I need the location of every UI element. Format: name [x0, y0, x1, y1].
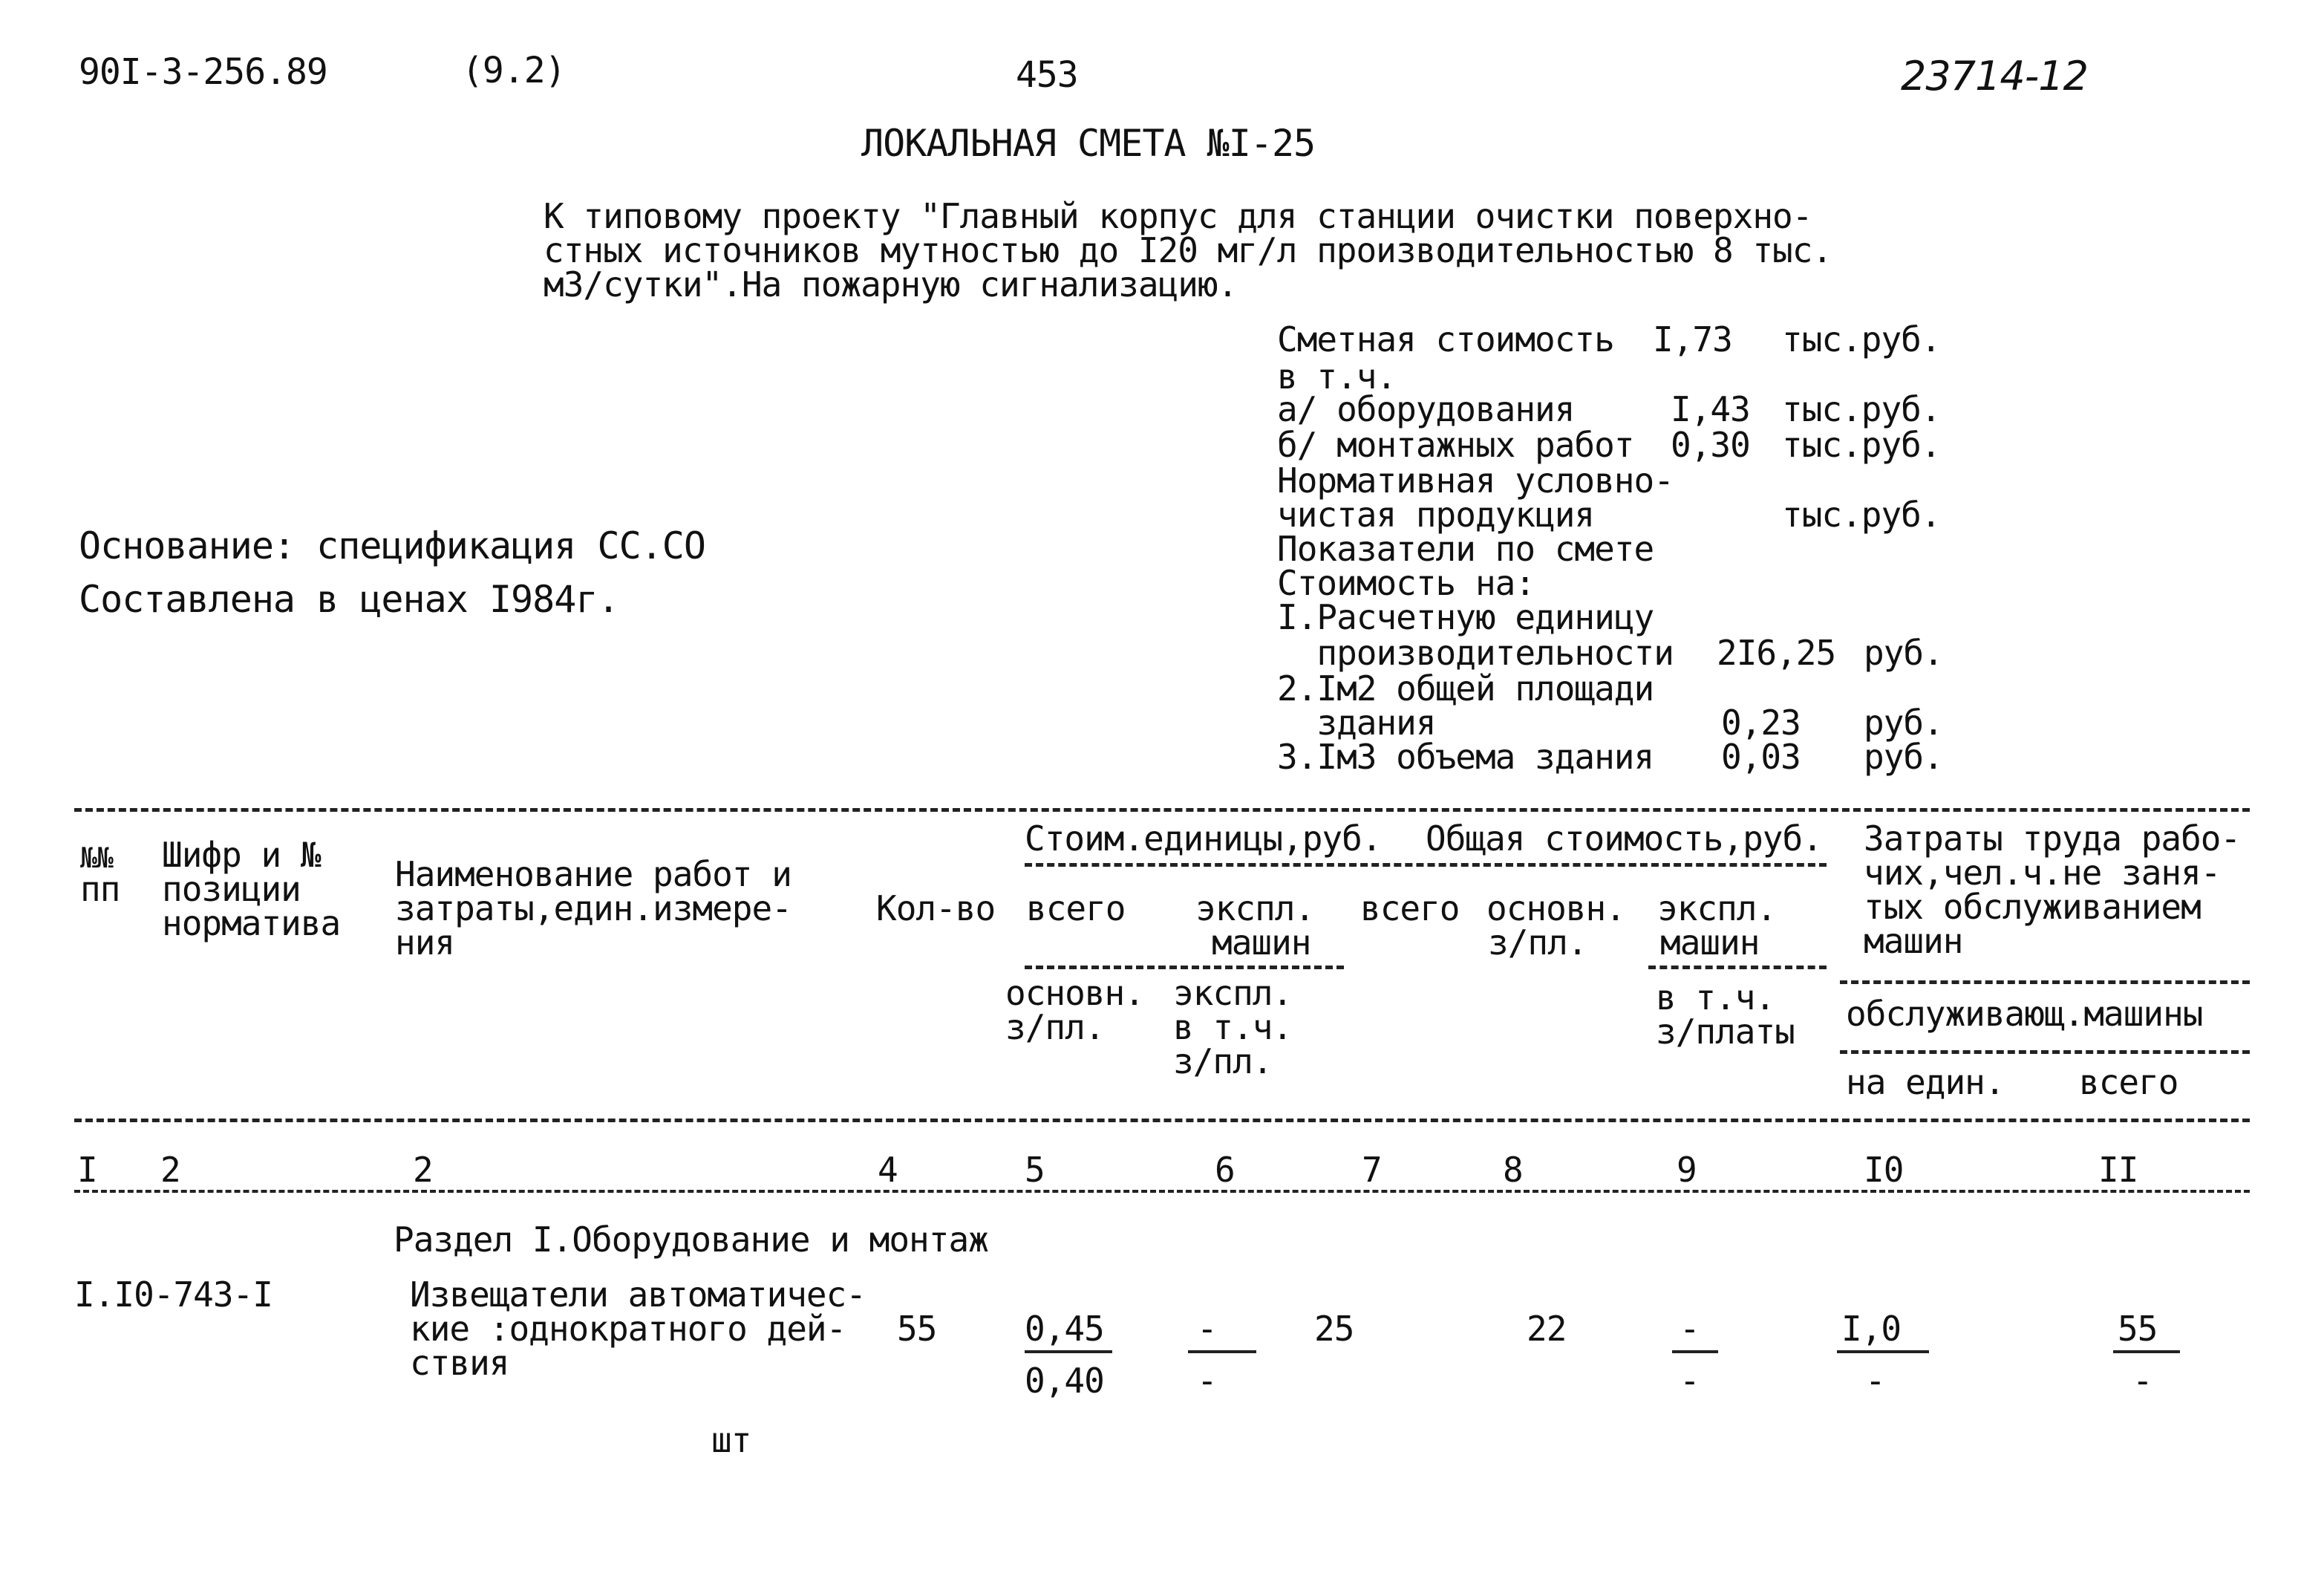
- col-number: II: [2098, 1150, 2138, 1190]
- summary-label: а/ оборудования: [1277, 389, 1575, 429]
- col-number: 5: [1025, 1150, 1045, 1190]
- fraction-line: [2113, 1350, 2180, 1353]
- intro-line-3: м3/сутки".На пожарную сигнализацию.: [544, 264, 1238, 305]
- row-total: 25: [1314, 1309, 1354, 1349]
- total-base-wage-header: основн.: [1486, 888, 1625, 928]
- summary-label: в т.ч.: [1277, 357, 1397, 397]
- group-labor-header: тых обслуживанием: [1864, 887, 2201, 927]
- fraction-line: [1837, 1350, 1929, 1353]
- summary-label: I.Расчетную единицу: [1277, 597, 1654, 637]
- unit-machine-header: экспл.: [1195, 888, 1315, 928]
- col-number: I0: [1864, 1150, 1904, 1190]
- summary-value: I,43: [1671, 389, 1750, 429]
- summary-label: б/ монтажных работ: [1277, 425, 1634, 465]
- col-number: 6: [1215, 1150, 1235, 1190]
- col-name-header: затраты,един.измере-: [395, 888, 791, 928]
- total-all-header: всего: [1360, 888, 1460, 928]
- group-total-cost-header: Общая стоимость,руб.: [1426, 818, 1822, 859]
- col-code-header: норматива: [162, 903, 341, 943]
- unit-base-wage-header: з/пл.: [1005, 1007, 1105, 1047]
- unit-total-header: всего: [1026, 888, 1126, 928]
- sub-rule: [1648, 966, 1827, 969]
- labor-per-unit-header: на един.: [1846, 1062, 2005, 1102]
- col-number: 4: [878, 1150, 898, 1190]
- col-num-header: №№: [80, 841, 113, 874]
- sheet-reference: (9.2): [462, 50, 566, 91]
- total-machine-header: экспл.: [1657, 888, 1777, 928]
- col-name-header: Наименование работ и: [395, 854, 791, 894]
- col-number: 7: [1362, 1150, 1382, 1190]
- summary-value: 0,23: [1721, 703, 1801, 743]
- labor-total-header: всего: [2079, 1062, 2178, 1102]
- col-number: 2: [413, 1150, 433, 1190]
- summary-label: 3.Iм3 объема здания: [1277, 737, 1654, 777]
- total-machine-wage-header: в т.ч.: [1656, 977, 1775, 1018]
- row-total-machine-wage: -: [1680, 1361, 1700, 1401]
- col-number-rule: [74, 1190, 2250, 1193]
- col-code-header: Шифр и №: [162, 835, 321, 875]
- col-name-header: ния: [395, 922, 455, 963]
- row-unit-machine-wage: -: [1197, 1361, 1217, 1401]
- row-unit-base-wage: 0,40: [1025, 1361, 1104, 1401]
- prices-year-text: Составлена в ценах I984г.: [79, 578, 619, 621]
- intro-line-1: К типовому проекту "Главный корпус для станции очистки поверхно-: [544, 196, 1812, 236]
- group-unit-cost-header: Стоим.единицы,руб.: [1025, 818, 1382, 859]
- document-title: ЛОКАЛЬНАЯ СМЕТА №I-25: [861, 122, 1316, 165]
- row-name: кие :однократного дей-: [410, 1309, 846, 1349]
- row-total-machine: -: [1680, 1309, 1700, 1349]
- fraction-line: [1672, 1350, 1718, 1353]
- summary-unit: руб.: [1864, 703, 1943, 743]
- summary-label: Нормативная условно-: [1277, 460, 1674, 501]
- summary-value: 0,30: [1671, 425, 1750, 465]
- col-num-header: пп: [80, 869, 120, 909]
- group-labor-header: Затраты труда рабо-: [1864, 818, 2241, 859]
- unit-machine-header: машин: [1212, 922, 1311, 963]
- summary-unit: руб.: [1864, 737, 1943, 777]
- summary-value: I,73: [1653, 319, 1732, 359]
- col-number: I: [77, 1150, 97, 1190]
- summary-unit: тыс.руб.: [1782, 389, 1941, 429]
- summary-unit: тыс.руб.: [1782, 319, 1941, 359]
- fraction-line: [1188, 1350, 1256, 1353]
- row-labor-per-unit: I,0: [1841, 1309, 1902, 1349]
- unit-base-wage-header: основн.: [1005, 973, 1144, 1013]
- labor-machine-header: обслуживающ.машины: [1846, 994, 2203, 1034]
- summary-label: 2.Iм2 общей площади: [1277, 668, 1654, 709]
- sub-rule: [1025, 966, 1344, 969]
- header-bottom-rule: [74, 1119, 2250, 1122]
- document-code: 90I-3-256.89: [79, 51, 327, 93]
- total-machine-header: машин: [1660, 922, 1760, 963]
- row-qty: 55: [897, 1309, 937, 1349]
- group-labor-header: чих,чел.ч.не заня-: [1864, 853, 2221, 893]
- table-top-rule: [74, 808, 2250, 812]
- total-machine-wage-header: з/платы: [1656, 1012, 1795, 1052]
- summary-value: 2I6,25: [1717, 633, 1836, 673]
- summary-label: Сметная стоимость: [1277, 319, 1614, 359]
- row-labor-total: 55: [2118, 1309, 2158, 1349]
- unit-machine-wage-header: в т.ч.: [1173, 1007, 1293, 1047]
- row-unit-machine: -: [1197, 1309, 1217, 1349]
- summary-label: производительности: [1277, 633, 1674, 673]
- row-unit: шт: [711, 1420, 751, 1460]
- col-number: 8: [1503, 1150, 1523, 1190]
- total-base-wage-header: з/пл.: [1488, 922, 1587, 963]
- basis-text: Основание: спецификация СС.СО: [79, 524, 705, 567]
- section-title: Раздел I.Оборудование и монтаж: [394, 1220, 988, 1260]
- page-number: 453: [1016, 54, 1078, 96]
- unit-machine-wage-header: экспл.: [1173, 973, 1293, 1013]
- summary-label: чистая продукция: [1277, 495, 1595, 535]
- row-name: ствия: [410, 1343, 509, 1383]
- handwritten-number: 23714-12: [1901, 53, 2088, 100]
- row-unit-total: 0,45: [1025, 1309, 1104, 1349]
- row-name: Извещатели автоматичес-: [410, 1274, 866, 1315]
- intro-line-2: стных источников мутностью до I20 мг/л производительностью 8 тыс.: [544, 230, 1832, 270]
- summary-label: здания: [1277, 703, 1436, 743]
- summary-label: Стоимость на:: [1277, 563, 1535, 603]
- summary-unit: тыс.руб.: [1782, 425, 1941, 465]
- row-labor-per-unit-sub: -: [1865, 1361, 1885, 1401]
- row-labor-total-sub: -: [2132, 1361, 2152, 1401]
- row-total-base-wage: 22: [1527, 1309, 1567, 1349]
- summary-unit: руб.: [1864, 633, 1943, 673]
- col-qty-header: Кол-во: [876, 888, 996, 928]
- group-labor-header: машин: [1864, 921, 1963, 961]
- sub-rule: [1840, 1050, 2250, 1054]
- col-code-header: позиции: [162, 869, 301, 909]
- col-number: 2: [160, 1150, 180, 1190]
- summary-label: Показатели по смете: [1277, 529, 1654, 569]
- group-rule: [1025, 863, 1827, 867]
- sub-rule: [1840, 980, 2250, 984]
- row-code: I.I0-743-I: [74, 1274, 272, 1315]
- summary-value: 0,03: [1721, 737, 1801, 777]
- summary-unit: тыс.руб.: [1782, 495, 1941, 535]
- fraction-line: [1025, 1350, 1112, 1353]
- unit-machine-wage-header: з/пл.: [1173, 1041, 1273, 1081]
- col-number: 9: [1677, 1150, 1697, 1190]
